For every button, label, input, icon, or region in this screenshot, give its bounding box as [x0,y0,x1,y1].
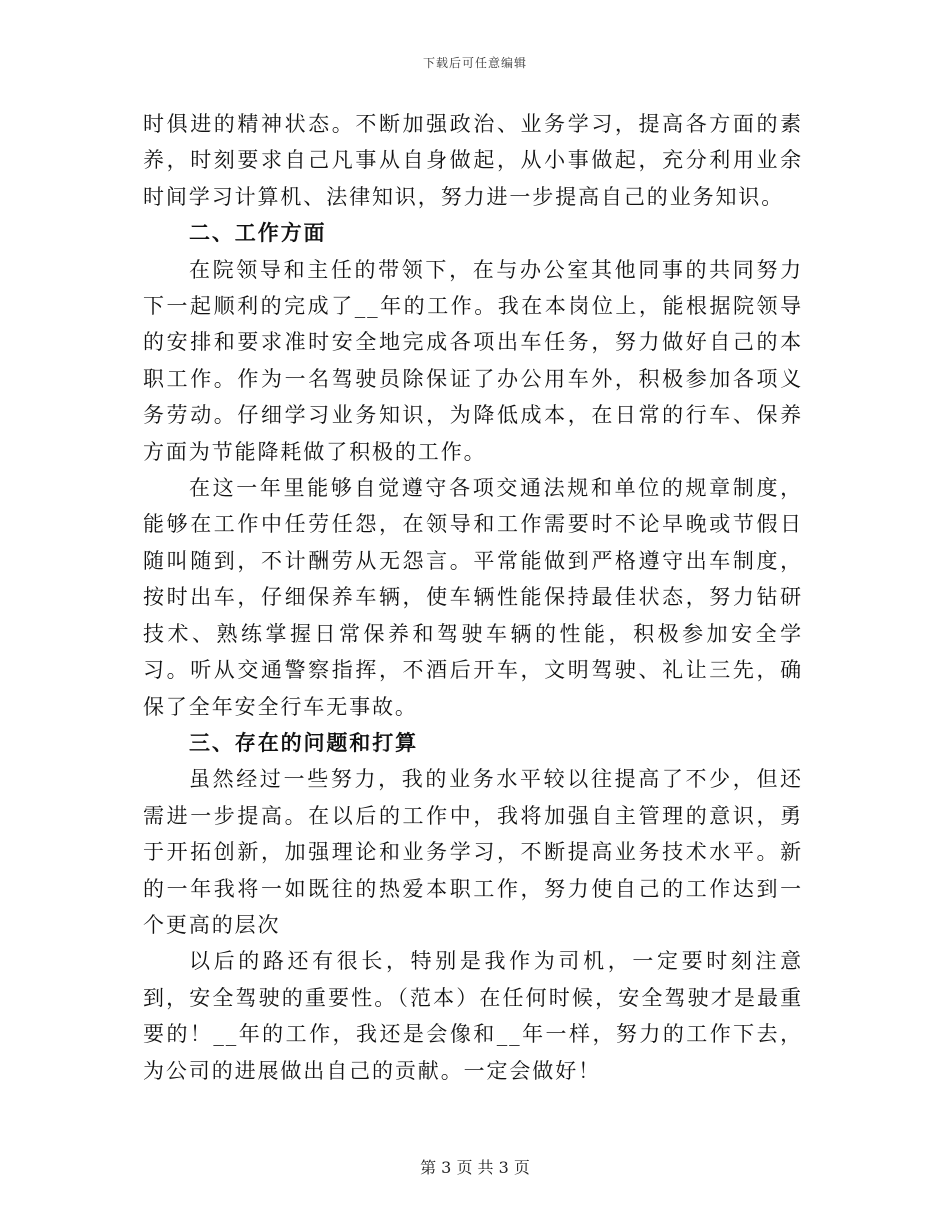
paragraph-improvement: 虽然经过一些努力，我的业务水平较以往提高了不少，但还需进一步提高。在以后的工作中，我将加强自主管理的意识，勇于开拓创新，加强理论和业务学习，不断提高业务技术水平。新的一年我将一如既往的热爱本职工作，努力使自己的工作达到一个更高的层次 [143,767,803,937]
paragraph-closing: 以后的路还有很长，特别是我作为司机，一定要时刻注意到，安全驾驶的重要性。（范本）在任何时候，安全驾驶才是最重要的！__年的工作，我还是会像和__年一样，努力的工作下去，为公司的进展做出自己的贡献。一定会做好！ [143,949,803,1083]
paragraph-safety-discipline: 在这一年里能够自觉遵守各项交通法规和单位的规章制度，能够在工作中任劳任怨，在领导和工作需要时不论早晚或节假日随叫随到，不计酬劳从无怨言。平常能做到严格遵守出车制度，按时出车，仔细保养车辆，使车辆性能保持最佳状态，努力钻研技术、熟练掌握日常保养和驾驶车辆的性能，积极参加安全学习。听从交通警察指挥，不酒后开车，文明驾驶、礼让三先，确保了全年安全行车无事故。 [143,476,803,719]
section-heading-problems-plans: 三、存在的问题和打算 [189,729,418,755]
document-body [143,106,803,1089]
page-number-footer: 第 3 页 共 3 页 [420,1158,530,1177]
section-heading-work: 二、工作方面 [189,220,327,246]
paragraph-work-summary: 在院领导和主任的带领下，在与办公室其他同事的共同努力下一起顺利的完成了__年的工作。我在本岗位上，能根据院领导的安排和要求准时安全地完成各项出车任务，努力做好自己的本职工作。作为一名驾驶员除保证了办公用车外，积极参加各项义务劳动。仔细学习业务知识，为降低成本，在日常的行车、保养方面为节能降耗做了积极的工作。 [143,257,803,464]
paragraph-continuation: 时俱进的精神状态。不断加强政治、业务学习，提高各方面的素养，时刻要求自己凡事从自身做起，从小事做起，充分利用业余时间学习计算机、法律知识，努力进一步提高自己的业务知识。 [143,112,803,209]
page-header: 下载后可任意编辑 [422,56,527,70]
